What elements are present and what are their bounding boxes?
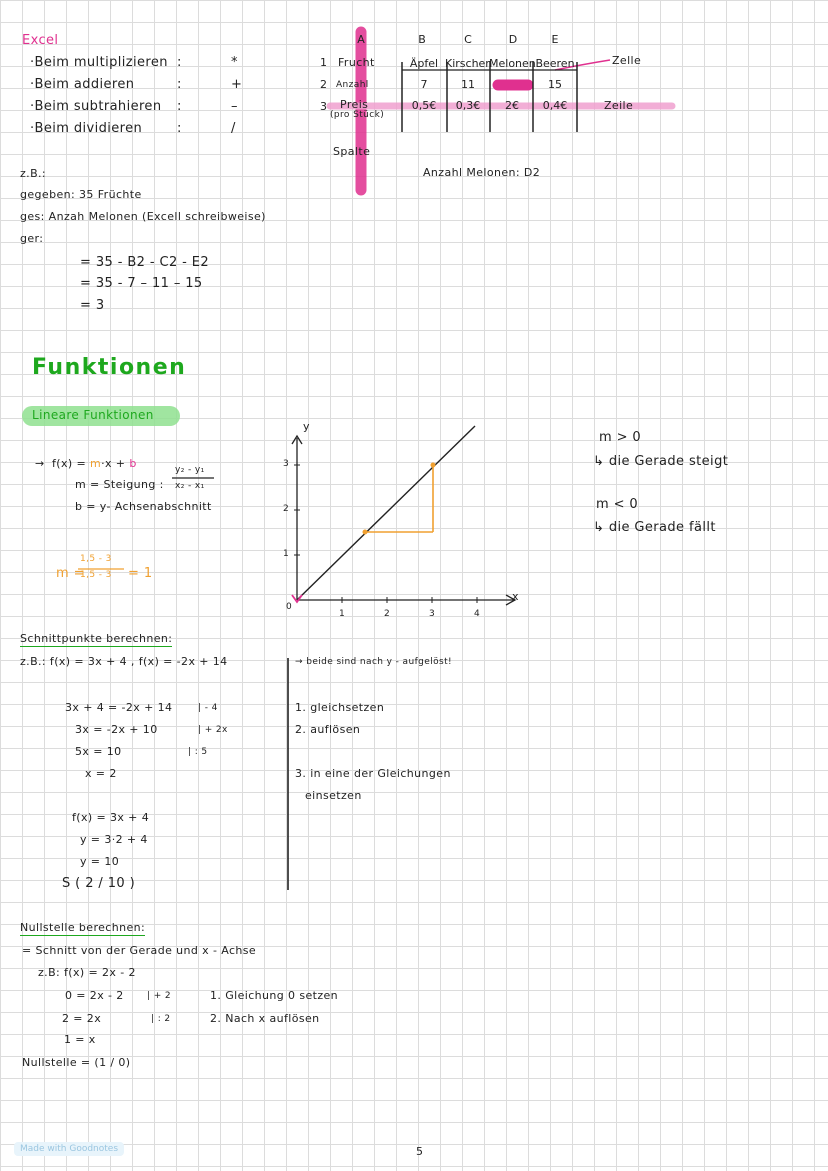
calc-line: = 3 [80, 298, 105, 313]
b-definition: b = y- Achsenabschnitt [75, 500, 212, 513]
funktionen-title: Funktionen [32, 355, 187, 380]
nullstelle-note: 1. Gleichung 0 setzen [210, 989, 339, 1002]
zelle-label: Zelle [612, 54, 642, 67]
y-tick-label: 2 [283, 504, 290, 514]
nullstelle-example: z.B: f(x) = 2x - 2 [38, 966, 136, 979]
m-calc-num: 1,5 - 3 [80, 554, 112, 564]
row-number: 3 [320, 100, 328, 113]
op-sep: : [177, 99, 182, 114]
calc-line: = 35 - 7 – 11 – 15 [80, 276, 203, 291]
substitution-line: y = 3·2 + 4 [80, 833, 148, 846]
example-gesucht: ges: Anzah Melonen (Excell schreibweise) [20, 210, 266, 223]
intersection-point: S ( 2 / 10 ) [62, 876, 136, 891]
spalte-label: Spalte [333, 145, 371, 158]
anzahl-melonen: Anzahl Melonen: D2 [423, 166, 541, 179]
nullstelle-step: 0 = 2x - 2 [65, 989, 124, 1002]
note-m-positive: m > 0 [599, 430, 642, 445]
op-symbol: + [231, 77, 243, 92]
table-cell: Melonen [489, 57, 536, 70]
lineare-funktionen-tag: Lineare Funktionen [32, 408, 154, 422]
table-cell: 0,5€ [411, 99, 437, 112]
formula-arrow: → [35, 457, 45, 470]
table-cell: Kirschen [445, 57, 493, 70]
col-header: C [464, 33, 472, 46]
graph-origin: 0 [286, 602, 293, 612]
schnittpunkte-example: z.B.: f(x) = 3x + 4 , f(x) = -2x + 14 [20, 655, 228, 668]
step-equation: 5x = 10 [75, 745, 122, 758]
table-cell: 0,4€ [542, 99, 568, 112]
x-tick-label: 2 [384, 609, 391, 619]
graph-x-label: x [512, 590, 519, 603]
step-equation: x = 2 [85, 767, 117, 780]
schnittpunkte-note: → beide sind nach y - aufgelöst! [295, 657, 453, 667]
table-cell: 11 [461, 78, 475, 91]
graph-y-label: y [303, 420, 310, 433]
m-definition: m = Steigung : [75, 478, 164, 491]
slope-fraction-den: x₂ - x₁ [175, 481, 205, 491]
op-label: ·Beim subtrahieren [30, 99, 162, 114]
step-note: 1. gleichsetzen [295, 701, 385, 714]
page-number: 5 [416, 1145, 424, 1158]
zeile-label: Zeile [604, 99, 634, 112]
note-gerade-faellt: ↳ die Gerade fällt [593, 520, 716, 535]
m-calc-label: m = [56, 566, 85, 581]
schnittpunkte-title: Schnittpunkte berechnen: [20, 632, 173, 645]
table-cell: 15 [548, 78, 562, 91]
note-m-negative: m < 0 [596, 497, 639, 512]
step-operation: | - 4 [198, 703, 218, 713]
formula-line: f(x) = m·x + b [52, 457, 137, 470]
op-label: ·Beim addieren [30, 77, 135, 92]
op-label: ·Beim dividieren [30, 121, 143, 136]
op-sep: : [177, 77, 182, 92]
excel-title: Excel [22, 33, 59, 48]
calc-line: = 35 - B2 - C2 - E2 [80, 255, 210, 270]
table-cell: Äpfel [409, 57, 439, 70]
table-cell: Anzahl [336, 80, 369, 90]
y-tick-label: 1 [283, 549, 290, 559]
nullstelle-title: Nullstelle berechnen: [20, 921, 146, 934]
table-cell: Preis [340, 98, 369, 111]
nullstelle-definition: = Schnitt von der Gerade und x - Achse [22, 944, 257, 957]
goodnotes-badge: Made with Goodnotes [14, 1142, 124, 1156]
table-cell: 0,3€ [455, 99, 481, 112]
x-tick-label: 1 [339, 609, 346, 619]
table-cell: 7 [420, 78, 428, 91]
nullstelle-op: | : 2 [151, 1014, 171, 1024]
col-header: B [418, 33, 426, 46]
step-equation: 3x = -2x + 10 [75, 723, 158, 736]
step-note: 3. in eine der Gleichungen [295, 767, 451, 780]
row-number: 1 [320, 56, 328, 69]
substitution-line: f(x) = 3x + 4 [72, 811, 150, 824]
op-sep: : [177, 121, 182, 136]
example-gegeben: gegeben: 35 Früchte [20, 188, 142, 201]
step-operation: | + 2x [198, 725, 228, 735]
step-note: 2. auflösen [295, 723, 361, 736]
linear-function-graph [292, 426, 515, 605]
note-gerade-steigt: ↳ die Gerade steigt [593, 454, 729, 469]
col-header: A [357, 33, 365, 46]
slope-fraction-num: y₂ - y₁ [175, 465, 205, 475]
nullstelle-step: 2 = 2x [62, 1012, 102, 1025]
col-header: E [551, 33, 559, 46]
op-label: ·Beim multiplizieren [30, 55, 168, 70]
col-header: D [508, 33, 518, 46]
table-cell: Frucht [338, 56, 375, 69]
x-tick-label: 3 [429, 609, 436, 619]
y-tick-label: 3 [283, 459, 290, 469]
substitution-line: y = 10 [80, 855, 120, 868]
op-symbol: – [231, 99, 238, 114]
nullstelle-result: Nullstelle = (1 / 0) [22, 1056, 131, 1069]
nullstelle-op: | + 2 [147, 991, 172, 1001]
table-cell: 2€ [505, 99, 519, 112]
op-symbol: / [231, 121, 236, 136]
example-zb: z.B.: [20, 167, 47, 180]
row-number: 2 [320, 78, 328, 91]
nullstelle-note: 2. Nach x auflösen [210, 1012, 320, 1025]
example-ger: ger: [20, 232, 44, 245]
op-symbol: * [231, 55, 238, 70]
op-sep: : [177, 55, 182, 70]
step-note: einsetzen [305, 789, 362, 802]
m-calc-den: 1,5 - 3 [80, 570, 112, 580]
m-calc-result: = 1 [128, 566, 153, 581]
step-operation: | : 5 [188, 747, 208, 757]
nullstelle-step: 1 = x [64, 1033, 96, 1046]
x-tick-label: 4 [474, 609, 481, 619]
table-cell: Beeren [535, 57, 575, 70]
table-cell: (pro Stück) [330, 110, 385, 120]
step-equation: 3x + 4 = -2x + 14 [65, 701, 173, 714]
